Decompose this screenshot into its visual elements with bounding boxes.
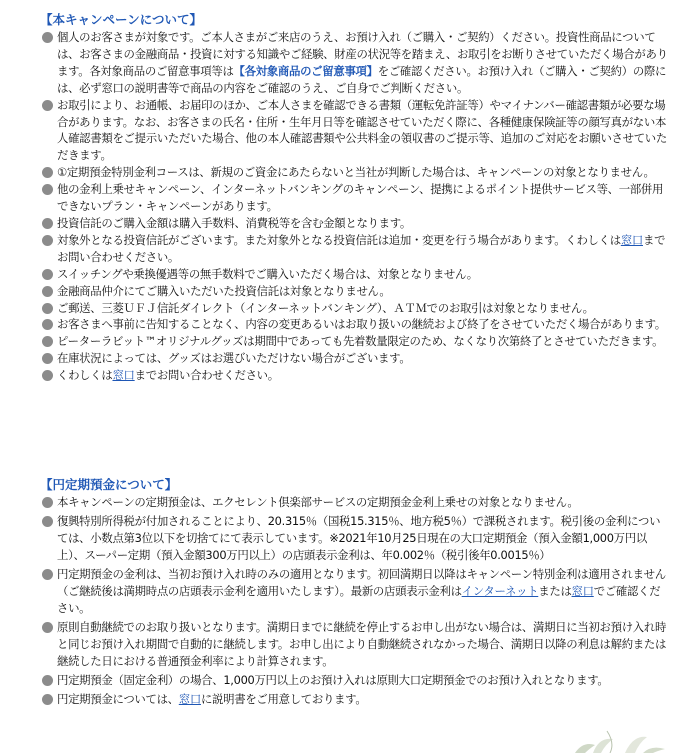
list-item: 復興特別所得税が付加されることにより、20.315％（国税15.315％、地方税5％）で課税されます。税引後の金利については、小数点第3位以下を切捨てにて表示しています。※2021年10月25日現在の大口定期預金（預入金額1,000万円以上）、スーパー定期（預入金額300万円以上）の店頭表示金利は、年0.002％（税引後年0.0015％） bbox=[40, 513, 668, 564]
bullet-icon bbox=[42, 694, 53, 705]
bullet-icon bbox=[42, 569, 53, 580]
product-notes-link[interactable]: 【各対象商品のご留意事項】 bbox=[233, 63, 378, 78]
list-item: 投資信託のご購入金額は購入手数料、消費税等を含む金額となります。 bbox=[40, 215, 668, 232]
bullet-icon bbox=[42, 497, 53, 508]
list-item: 原則自動継続でのお取り扱いとなります。満期日までに継続を停止するお申し出がない場合は、満期日に当初お預け入れ時と同じお預け入れ期間で自動的に継続します。お申し出により自動継続されなかった場合、満期日以降の利息は解約または継続した日における普通預金利率により計算されます。 bbox=[40, 619, 668, 670]
bullet-icon bbox=[42, 100, 53, 111]
counter-link[interactable]: 窓口 bbox=[112, 368, 135, 383]
list-item: 他の金利上乗せキャンペーン、インターネットバンキングのキャンペーン、提携によるポイント提供サービス等、一部併用できないプラン・キャンペーンがあります。 bbox=[40, 181, 668, 215]
list-item: 円定期預金（固定金利）の場合、1,000万円以上のお預け入れは原則大口定期預金でのお預け入れとなります。 bbox=[40, 672, 668, 689]
list-item: 円定期預金については、窓口に説明書をご用意しております。 bbox=[40, 691, 668, 708]
plant-illustration-icon bbox=[555, 723, 675, 753]
bullet-icon bbox=[42, 218, 53, 229]
list-item: 円定期預金の金利は、当初お預け入れ時のみの適用となります。初回満期日以降はキャンペーン特別金利は適用されません（ご継続後は満期時点の店頭表示金利を適用いたします）。最新の店頭表示金利はインターネットまたは窓口でご確認ください。 bbox=[40, 566, 668, 617]
bullet-icon bbox=[42, 303, 53, 314]
yen-deposit-heading: 【円定期預金について】 bbox=[40, 477, 178, 492]
bullet-icon bbox=[42, 167, 53, 178]
bullet-icon bbox=[42, 370, 53, 381]
bullet-icon bbox=[42, 286, 53, 297]
list-item: スイッチングや乗換優遇等の無手数料でご購入いただく場合は、対象となりません。 bbox=[40, 266, 668, 283]
bullet-icon bbox=[42, 622, 53, 633]
bullet-icon bbox=[42, 336, 53, 347]
campaign-notes-section bbox=[40, 11, 668, 384]
counter-link[interactable]: 窓口 bbox=[571, 583, 594, 598]
list-item: ご郵送、三菱ＵＦＪ信託ダイレクト（インターネットバンキング）、ＡＴＭでのお取引は対象となりません。 bbox=[40, 300, 668, 317]
list-item: ピーターラビット™オリジナルグッズは期間中であっても先着数量限定のため、なくなり次第終了とさせていただきます。 bbox=[40, 333, 668, 350]
list-item: 本キャンペーンの定期預金は、エクセレント倶楽部サービスの定期預金金利上乗せの対象となりません。 bbox=[40, 494, 668, 511]
counter-link[interactable]: 窓口 bbox=[178, 691, 201, 706]
campaign-notes-heading: 【本キャンペーンについて】 bbox=[40, 12, 203, 27]
list-item: お客さまへ事前に告知することなく、内容の変更あるいはお取り扱いの継続および終了をさせていただく場合があります。 bbox=[40, 316, 668, 333]
campaign-notes-list bbox=[40, 29, 668, 384]
list-item: お取引により、お通帳、お届印のほか、ご本人さまを確認できる書類（運転免許証等）やマイナンバー確認書類が必要な場合があります。なお、お客さまの氏名・住所・生年月日等を確認させていただく際に、各種健康保険証等の顔写真がない本人確認書類をご提示いただいた場合、他の本人確認書類や公共料金の領収書のご提示等、追加のご対応をお願いさせていただきます。 bbox=[40, 97, 668, 165]
list-item: ①定期預金特別金利コースは、新規のご資金にあたらないと当社が判断した場合は、キャンペーンの対象となりません。 bbox=[40, 164, 668, 181]
yen-deposit-section bbox=[40, 476, 668, 710]
bullet-icon bbox=[42, 184, 53, 195]
bullet-icon bbox=[42, 269, 53, 280]
counter-link[interactable]: 窓口 bbox=[620, 232, 643, 247]
bullet-icon bbox=[42, 353, 53, 364]
list-item: 在庫状況によっては、グッズはお選びいただけない場合がございます。 bbox=[40, 350, 668, 367]
bullet-icon bbox=[42, 32, 53, 43]
list-item: 金融商品仲介にてご購入いただいた投資信託は対象となりません。 bbox=[40, 283, 668, 300]
internet-link[interactable]: インターネット bbox=[461, 583, 539, 598]
list-item: 個人のお客さまが対象です。ご本人さまがご来店のうえ、お預け入れ（ご購入・ご契約）ください。投資性商品については、お客さまの金融商品・投資に対する知識やご経験、財産の状況等を踏まえ、お取引をお断りさせていただく場合があります。各対象商品のご留意事項等は【各対象商品のご留意事項】をご確認ください。お預け入れ（ご購入・ご契約）の際には、必ず窓口の説明書等で商品の内容をご確認のうえ、ご自身でご判断ください。 bbox=[40, 29, 668, 97]
list-item: くわしくは窓口までお問い合わせください。 bbox=[40, 367, 668, 384]
list-item: 対象外となる投資信託がございます。また対象外となる投資信託は追加・変更を行う場合があります。くわしくは窓口までお問い合わせください。 bbox=[40, 232, 668, 266]
bullet-icon bbox=[42, 319, 53, 330]
bullet-icon bbox=[42, 235, 53, 246]
yen-deposit-list bbox=[40, 494, 668, 708]
bullet-icon bbox=[42, 675, 53, 686]
bullet-icon bbox=[42, 516, 53, 527]
